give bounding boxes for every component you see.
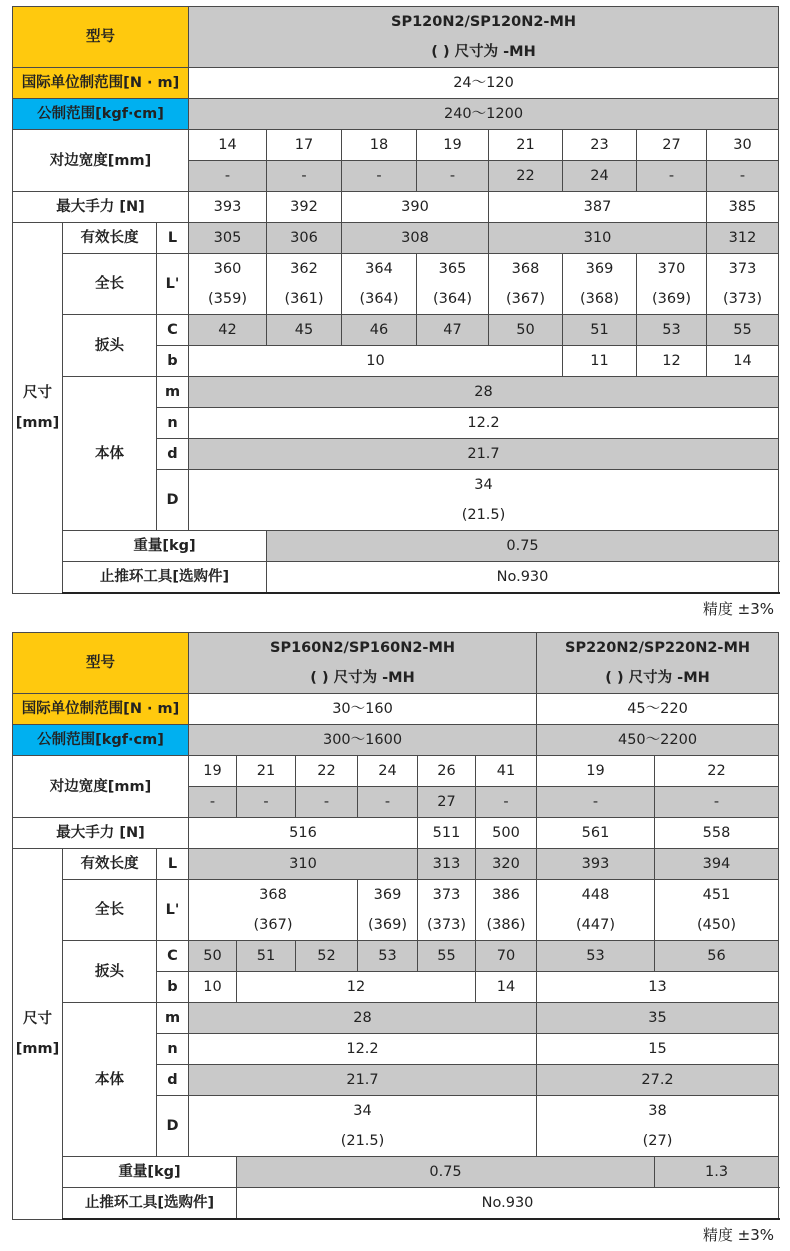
width-cell: 30 xyxy=(707,130,779,161)
dimension-label xyxy=(13,849,63,1220)
b-cell: 10 xyxy=(189,346,563,377)
effective-length-symbol: L xyxy=(157,849,189,880)
width-mh-cell: - xyxy=(189,787,237,818)
width-mh-cell: - xyxy=(296,787,358,818)
force-cell: 387 xyxy=(489,192,707,223)
ring-tool-label: 止推环工具[选购件] xyxy=(63,562,267,594)
c-cell: 53 xyxy=(537,941,655,972)
si-range-value-b: 45～220 xyxy=(537,694,779,725)
width-cell: 23 xyxy=(563,130,637,161)
c-symbol: C xyxy=(157,941,189,972)
si-range-value: 24～120 xyxy=(189,68,779,99)
model-label: 型号 xyxy=(13,7,189,68)
model-header xyxy=(189,7,779,68)
c-cell: 50 xyxy=(489,315,563,346)
D-value-a: 34 (21.5) xyxy=(189,1096,537,1157)
d-value-b: 27.2 xyxy=(537,1065,779,1096)
b-cell: 11 xyxy=(563,346,637,377)
width-label: 对边宽度[mm] xyxy=(13,756,189,818)
width-cell: 27 xyxy=(637,130,707,161)
total-length-label: 全长 xyxy=(63,254,157,315)
width-mh-cell: 24 xyxy=(563,161,637,192)
eff-cell: 308 xyxy=(342,223,489,254)
force-cell: 558 xyxy=(655,818,779,849)
total-cell: 360 (359) xyxy=(189,254,267,315)
b-symbol: b xyxy=(157,972,189,1003)
width-mh-cell: - xyxy=(417,161,489,192)
force-cell: 561 xyxy=(537,818,655,849)
body-label: 本体 xyxy=(63,1003,157,1157)
weight-label: 重量[kg] xyxy=(63,1157,237,1188)
spec-table-sp160-sp220 xyxy=(12,632,779,1220)
model-header-a xyxy=(189,633,537,694)
dimension-unit: [mm] xyxy=(15,414,60,431)
b-cell: 10 xyxy=(189,972,237,1003)
b-cell: 12 xyxy=(637,346,707,377)
si-range-label: 国际单位制范围[N · m] xyxy=(13,68,189,99)
metric-range-label: 公制范围[kgf·cm] xyxy=(13,99,189,130)
c-cell: 42 xyxy=(189,315,267,346)
model-name-b: SP220N2/SP220N2-MH xyxy=(565,640,751,656)
c-cell: 50 xyxy=(189,941,237,972)
force-cell: 390 xyxy=(342,192,489,223)
d-value-a: 21.7 xyxy=(189,1065,537,1096)
effective-length-label: 有效长度 xyxy=(63,223,157,254)
b-cell: 14 xyxy=(707,346,779,377)
si-range-label: 国际单位制范围[N · m] xyxy=(13,694,189,725)
width-mh-cell: - xyxy=(537,787,655,818)
width-mh-cell: 22 xyxy=(489,161,563,192)
metric-range-label: 公制范围[kgf·cm] xyxy=(13,725,189,756)
model-note: ( ) 尺寸为 -MH xyxy=(431,44,536,60)
width-cell: 19 xyxy=(537,756,655,787)
width-mh-cell: - xyxy=(342,161,417,192)
width-label: 对边宽度[mm] xyxy=(13,130,189,192)
width-mh-cell: - xyxy=(267,161,342,192)
force-cell: 392 xyxy=(267,192,342,223)
weight-value-a: 0.75 xyxy=(237,1157,655,1188)
weight-value: 0.75 xyxy=(267,531,779,562)
b-cell: 14 xyxy=(476,972,537,1003)
effective-length-symbol: L xyxy=(157,223,189,254)
width-cell: 22 xyxy=(296,756,358,787)
c-cell: 70 xyxy=(476,941,537,972)
c-cell: 47 xyxy=(417,315,489,346)
force-cell: 385 xyxy=(707,192,779,223)
c-cell: 52 xyxy=(296,941,358,972)
width-cell: 17 xyxy=(267,130,342,161)
eff-cell: 320 xyxy=(476,849,537,880)
eff-cell: 305 xyxy=(189,223,267,254)
n-symbol: n xyxy=(157,1034,189,1065)
effective-length-label: 有效长度 xyxy=(63,849,157,880)
d-symbol: d xyxy=(157,439,189,470)
model-name-a: SP160N2/SP160N2-MH xyxy=(270,640,456,656)
total-cell: 386 (386) xyxy=(476,880,537,941)
weight-value-b: 1.3 xyxy=(655,1157,779,1188)
width-cell: 19 xyxy=(417,130,489,161)
force-cell: 393 xyxy=(189,192,267,223)
c-cell: 51 xyxy=(237,941,296,972)
total-cell: 448 (447) xyxy=(537,880,655,941)
accuracy-note-1: 精度 ±3% xyxy=(702,600,774,618)
total-length-symbol: L' xyxy=(157,880,189,941)
b-cell: 13 xyxy=(537,972,779,1003)
eff-cell: 313 xyxy=(418,849,476,880)
force-cell: 500 xyxy=(476,818,537,849)
d-symbol: d xyxy=(157,1065,189,1096)
c-cell: 53 xyxy=(358,941,418,972)
b-symbol: b xyxy=(157,346,189,377)
D-symbol: D xyxy=(157,1096,189,1157)
total-cell: 368 (367) xyxy=(189,880,358,941)
width-mh-cell: - xyxy=(358,787,418,818)
c-cell: 46 xyxy=(342,315,417,346)
total-cell: 368 (367) xyxy=(489,254,563,315)
m-symbol: m xyxy=(157,1003,189,1034)
total-cell: 373 (373) xyxy=(707,254,779,315)
m-symbol: m xyxy=(157,377,189,408)
width-mh-cell: - xyxy=(237,787,296,818)
b-cell: 12 xyxy=(237,972,476,1003)
width-cell: 21 xyxy=(489,130,563,161)
c-cell: 51 xyxy=(563,315,637,346)
eff-cell: 312 xyxy=(707,223,779,254)
width-cell: 18 xyxy=(342,130,417,161)
width-mh-cell: - xyxy=(189,161,267,192)
wrench-head-label: 扳头 xyxy=(63,315,157,377)
model-note-b: ( ) 尺寸为 -MH xyxy=(605,670,710,686)
total-cell: 451 (450) xyxy=(655,880,779,941)
model-label: 型号 xyxy=(13,633,189,694)
max-force-label: 最大手力 [N] xyxy=(13,192,189,223)
eff-cell: 306 xyxy=(267,223,342,254)
n-value-a: 12.2 xyxy=(189,1034,537,1065)
metric-range-value-b: 450～2200 xyxy=(537,725,779,756)
model-note-a: ( ) 尺寸为 -MH xyxy=(310,670,415,686)
eff-cell: 393 xyxy=(537,849,655,880)
total-length-symbol: L' xyxy=(157,254,189,315)
c-cell: 45 xyxy=(267,315,342,346)
model-header-b xyxy=(537,633,779,694)
force-cell: 516 xyxy=(189,818,418,849)
width-cell: 41 xyxy=(476,756,537,787)
width-cell: 26 xyxy=(418,756,476,787)
width-cell: 19 xyxy=(189,756,237,787)
total-cell: 364 (364) xyxy=(342,254,417,315)
total-length-label: 全长 xyxy=(63,880,157,941)
width-cell: 22 xyxy=(655,756,779,787)
n-symbol: n xyxy=(157,408,189,439)
width-cell: 24 xyxy=(358,756,418,787)
dimension-label xyxy=(13,223,63,594)
spec-table-sp120 xyxy=(12,6,779,594)
D-value-b: 38 (27) xyxy=(537,1096,779,1157)
weight-label: 重量[kg] xyxy=(63,531,267,562)
n-value-b: 15 xyxy=(537,1034,779,1065)
eff-cell: 310 xyxy=(489,223,707,254)
c-cell: 53 xyxy=(637,315,707,346)
width-cell: 21 xyxy=(237,756,296,787)
d-value: 21.7 xyxy=(189,439,779,470)
total-cell: 365 (364) xyxy=(417,254,489,315)
width-mh-cell: - xyxy=(476,787,537,818)
ring-tool-value: No.930 xyxy=(267,562,779,594)
width-mh-cell: 27 xyxy=(418,787,476,818)
m-value-b: 35 xyxy=(537,1003,779,1034)
spec-table-2-container xyxy=(12,632,778,1220)
c-symbol: C xyxy=(157,315,189,346)
body-label: 本体 xyxy=(63,377,157,531)
width-mh-cell: - xyxy=(707,161,779,192)
max-force-label: 最大手力 [N] xyxy=(13,818,189,849)
total-cell: 369 (368) xyxy=(563,254,637,315)
total-cell: 370 (369) xyxy=(637,254,707,315)
m-value-a: 28 xyxy=(189,1003,537,1034)
width-mh-cell: - xyxy=(637,161,707,192)
width-cell: 14 xyxy=(189,130,267,161)
metric-range-value-a: 300～1600 xyxy=(189,725,537,756)
dimension-label-text: 尺寸 xyxy=(23,384,52,401)
spec-table-1-container xyxy=(12,6,778,594)
dimension-unit: [mm] xyxy=(15,1040,60,1057)
accuracy-note-2: 精度 ±3% xyxy=(702,1226,774,1244)
c-cell: 56 xyxy=(655,941,779,972)
m-value: 28 xyxy=(189,377,779,408)
n-value: 12.2 xyxy=(189,408,779,439)
force-cell: 511 xyxy=(418,818,476,849)
ring-tool-value: No.930 xyxy=(237,1188,779,1220)
metric-range-value: 240～1200 xyxy=(189,99,779,130)
total-cell: 373 (373) xyxy=(418,880,476,941)
si-range-value-a: 30～160 xyxy=(189,694,537,725)
c-cell: 55 xyxy=(707,315,779,346)
eff-cell: 394 xyxy=(655,849,779,880)
eff-cell: 310 xyxy=(189,849,418,880)
ring-tool-label: 止推环工具[选购件] xyxy=(63,1188,237,1220)
D-value: 34 (21.5) xyxy=(189,470,779,531)
D-symbol: D xyxy=(157,470,189,531)
c-cell: 55 xyxy=(418,941,476,972)
model-name: SP120N2/SP120N2-MH xyxy=(391,14,577,30)
total-cell: 362 (361) xyxy=(267,254,342,315)
total-cell: 369 (369) xyxy=(358,880,418,941)
dimension-label-text: 尺寸 xyxy=(23,1010,52,1027)
width-mh-cell: - xyxy=(655,787,779,818)
wrench-head-label: 扳头 xyxy=(63,941,157,1003)
